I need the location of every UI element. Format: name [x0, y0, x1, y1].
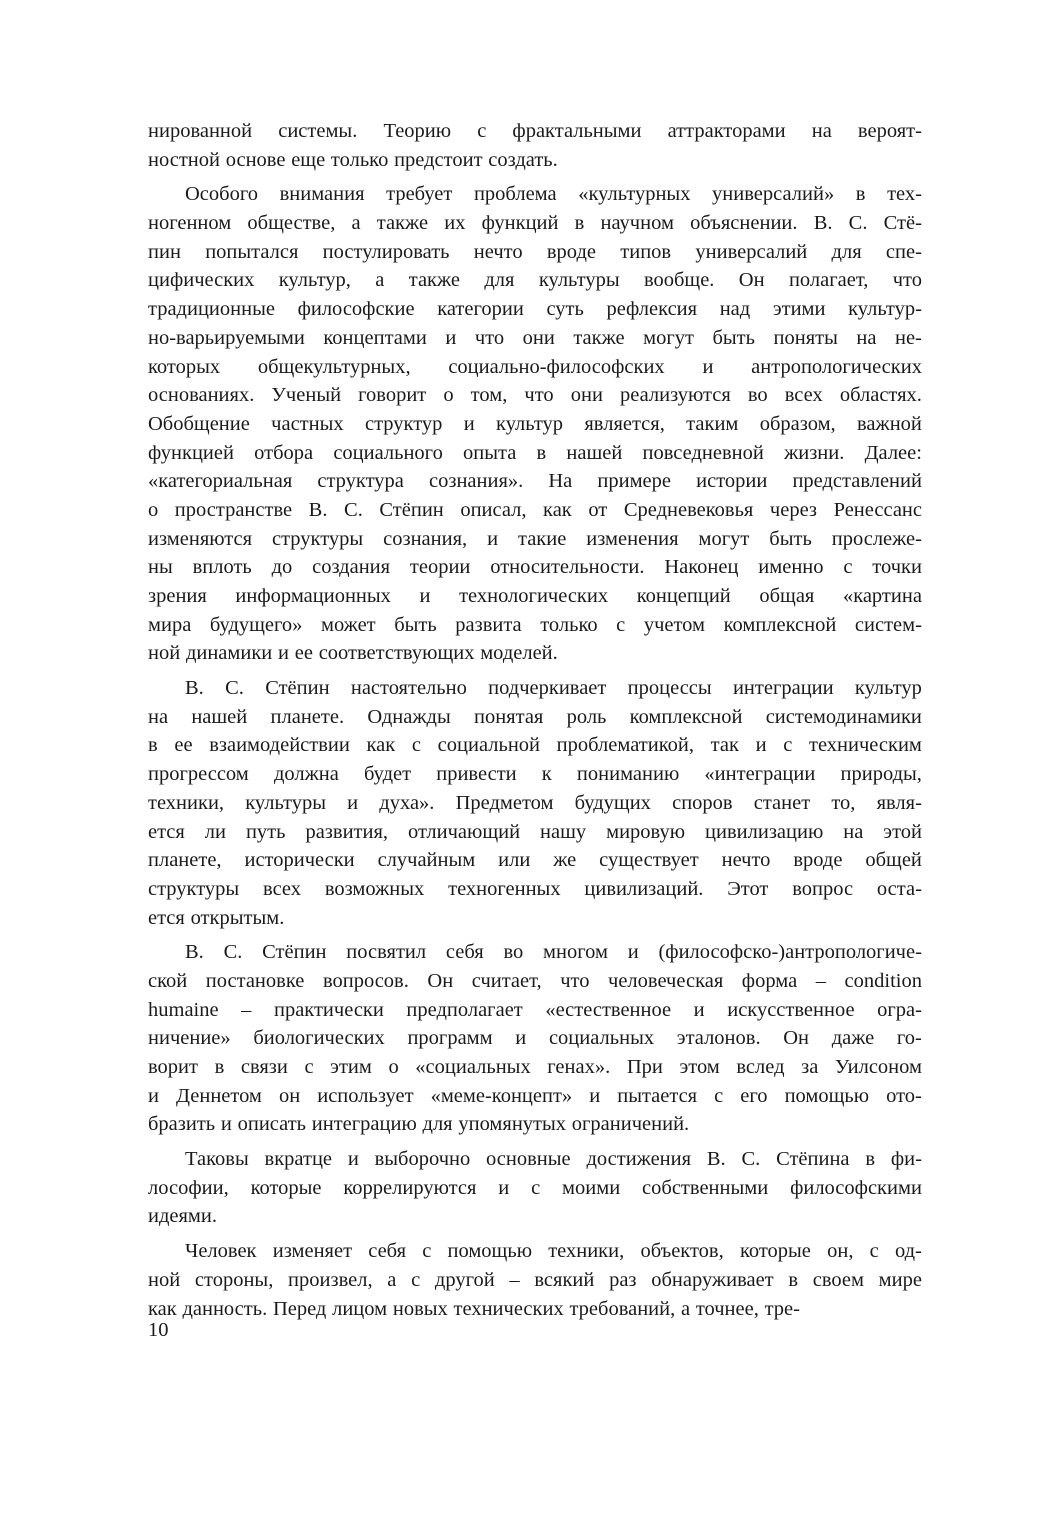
- paragraph: [148, 674, 922, 932]
- text-line: техники, культуры и духа». Предметом будущих споров станет то, явля-: [148, 791, 922, 814]
- text-line: Таковы вкратце и выборочно основные достижения В. С. Стёпина в фи-: [185, 1148, 922, 1171]
- text-line: ется ли путь развития, отличающий нашу мировую цивилизацию на этой: [148, 820, 922, 843]
- body-text: [148, 117, 922, 1323]
- text-line: Человек изменяет себя с помощью техники, объектов, которые он, с од-: [185, 1240, 922, 1263]
- text-line: прогрессом должна будет привести к пониманию «интеграции природы,: [148, 763, 922, 786]
- text-line: идеями.: [148, 1205, 217, 1228]
- text-line: «категориальная структура сознания». На примере истории представлений: [148, 470, 922, 493]
- text-line: ногенном обществе, а также их функций в научном объяснении. В. С. Стё-: [148, 212, 922, 235]
- text-line: Обобщение частных структур и культур является, таким образом, важной: [148, 412, 922, 435]
- text-line: ничение» биологических программ и социальных эталонов. Он даже го-: [148, 1027, 922, 1050]
- text-line: лософии, которые коррелируются и с моими собственными философскими: [148, 1176, 922, 1199]
- paragraph: [148, 180, 922, 668]
- text-line: ворит в связи с этим о «социальных генах». При этом вслед за Уилсоном: [148, 1056, 922, 1078]
- text-line: В. С. Стёпин посвятил себя во многом и (философско-)антропологиче-: [185, 941, 922, 964]
- text-line: В. С. Стёпин настоятельно подчеркивает процессы интеграции культур: [185, 677, 922, 700]
- text-line: как данность. Перед лицом новых технических требований, а точнее, тре-: [148, 1297, 800, 1320]
- text-line: ностной основе еще только предстоит создать.: [148, 148, 558, 171]
- paragraph: [148, 1145, 922, 1231]
- text-line: в ее взаимодействии как с социальной проблематикой, так и с техническим: [148, 734, 922, 757]
- text-line: ной стороны, произвел, а с другой – всякий раз обнаруживает в своем мире: [148, 1268, 922, 1291]
- text-line: зрения информационных и технологических концепций общая «картина: [148, 585, 922, 607]
- text-line: Особого внимания требует проблема «культурных универсалий» в тех-: [185, 183, 922, 206]
- text-line: основаниях. Ученый говорит о том, что они реализуются во всех областях.: [148, 384, 922, 407]
- text-line: на нашей планете. Однажды понятая роль комплексной системодинамики: [148, 705, 922, 728]
- text-line: ется открытым.: [148, 906, 285, 929]
- paragraph: [148, 117, 922, 174]
- text-line: нированной системы. Теорию с фрактальными аттракторами на вероят-: [148, 120, 922, 142]
- text-line: ской постановке вопросов. Он считает, что человеческая форма – condition: [148, 969, 922, 992]
- text-line: структуры всех возможных техногенных цивилизаций. Этот вопрос оста-: [148, 877, 922, 900]
- text-line: традиционные философские категории суть рефлексия над этими культур-: [148, 298, 922, 321]
- text-line: функцией отбора социального опыта в нашей повседневной жизни. Далее:: [148, 441, 922, 464]
- text-line: планете, исторически случайным или же существует нечто вроде общей: [148, 849, 922, 872]
- text-line: humaine – практически предполагает «естественное и искусственное огра-: [148, 998, 922, 1021]
- text-line: пин попытался постулировать нечто вроде типов универсалий для спе-: [148, 240, 922, 263]
- text-line: и Деннетом он использует «меме-концепт» и пытается с его помощью ото-: [148, 1084, 922, 1107]
- paragraph: [148, 938, 922, 1139]
- text-line: о пространстве В. С. Стёпин описал, как от Средневековья через Ренессанс: [148, 498, 922, 521]
- text-line: мира будущего» может быть развита только с учетом комплексной систем-: [148, 613, 922, 636]
- text-line: цифических культур, а также для культуры вообще. Он полагает, что: [148, 269, 922, 292]
- page-number: 10: [148, 1319, 169, 1341]
- paragraph: [148, 1237, 922, 1323]
- text-line: ной динамики и ее соответствующих моделей.: [148, 642, 558, 665]
- text-line: ны вплоть до создания теории относительности. Наконец именно с точки: [148, 556, 922, 579]
- text-line: но-варьируемыми концептами и что они также могут быть поняты на не-: [148, 326, 922, 349]
- text-line: которых общекультурных, социально-философских и антропологических: [148, 355, 922, 378]
- text-line: изменяются структуры сознания, и такие изменения могут быть прослеже-: [148, 527, 922, 550]
- text-line: бразить и описать интеграцию для упомянутых ограничений.: [148, 1113, 690, 1136]
